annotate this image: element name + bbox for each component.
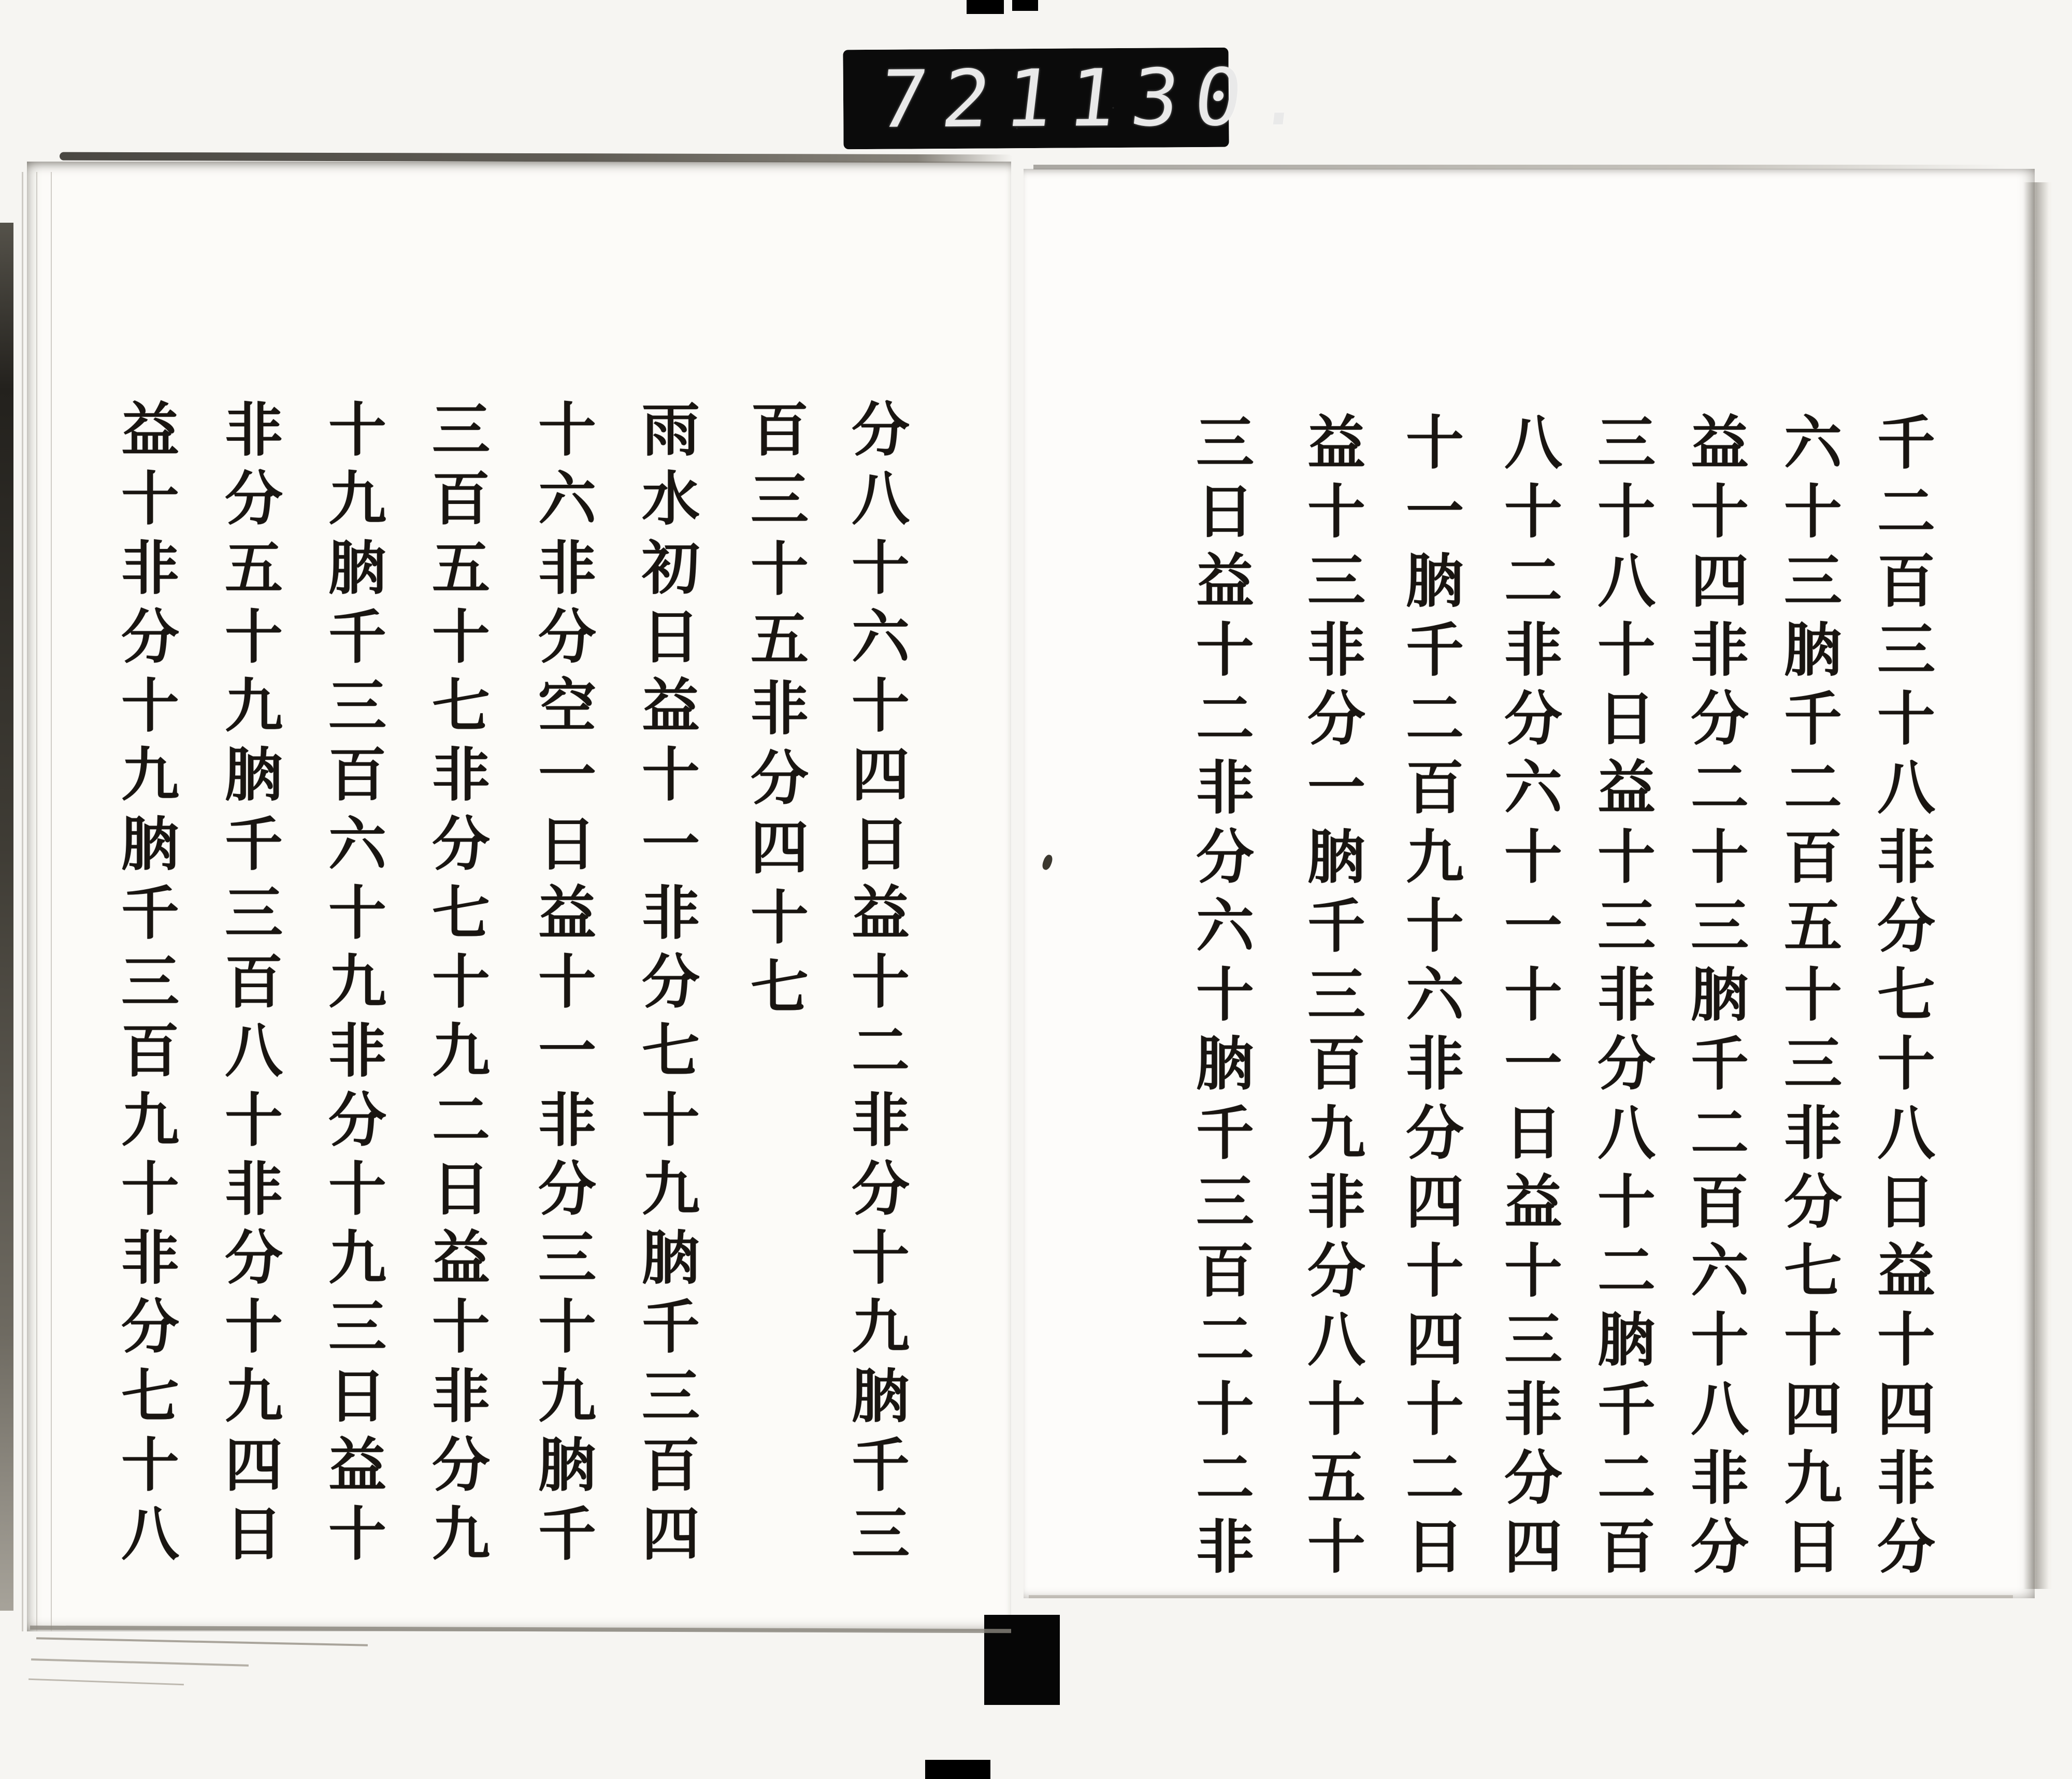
glyph: 十 [852,534,910,602]
glyph: 十 [328,879,386,947]
film-tab [1012,0,1038,11]
glyph: 非 [1196,754,1254,822]
glyph: 三 [1784,1030,1842,1098]
glyph: 分 [852,1155,910,1223]
glyph: 四 [751,814,809,882]
film-tab [967,0,1004,14]
glyph: 百 [328,741,386,809]
glyph: 分 [642,948,700,1016]
glyph: 八 [225,1017,283,1086]
glyph: 一 [1406,478,1464,546]
glyph: 九 [1307,1099,1365,1167]
glyph: 十 [538,948,596,1016]
glyph: 七 [751,953,809,1021]
glyph: 九 [328,465,386,533]
text-column [1494,409,1572,1581]
glyph: 十 [642,741,700,809]
glyph: 千 [1877,409,1935,477]
page-stack-edge [22,172,23,1631]
frame-counter-left: 721 [874,52,1074,146]
glyph: 七 [1784,1237,1842,1305]
glyph: 三 [852,1500,910,1568]
page-stack-edge [36,1637,368,1646]
glyph: 五 [432,534,490,602]
glyph: 四 [1877,1375,1935,1443]
glyph: 分 [751,744,809,813]
glyph: 四 [1691,547,1749,615]
glyph: 分 [225,1224,283,1292]
glyph: 分 [1406,1099,1464,1167]
glyph: 千 [121,879,179,947]
frame-counter-label [843,48,1326,150]
glyph: 十 [751,536,809,603]
page-stack-edge [28,1679,184,1685]
glyph: 百 [1307,1030,1365,1098]
glyph: 非 [328,1017,386,1086]
glyph: 六 [852,603,910,671]
glyph: 五 [225,534,283,602]
glyph: 一 [1504,892,1562,960]
glyph: 分 [1784,1168,1842,1236]
glyph: 益 [432,1224,490,1292]
glyph: 一 [1307,754,1365,822]
glyph: 非 [1784,1099,1842,1167]
text-column [215,396,293,1568]
glyph: 分 [1307,1237,1365,1305]
glyph: 六 [1196,892,1254,960]
glyph: 六 [538,465,596,533]
glyph: 非 [1598,961,1656,1029]
glyph: 二 [1598,1237,1656,1305]
glyph: 非 [432,1362,490,1430]
glyph: 三 [1504,1306,1562,1375]
glyph: 千 [1598,1375,1656,1443]
glyph: 千 [225,810,283,878]
glyph: 一 [538,741,596,809]
glyph: 百 [1877,547,1935,615]
glyph: 四 [225,1431,283,1499]
glyph: 二 [1196,1306,1254,1375]
glyph: 朒 [1406,547,1464,615]
glyph: 分 [1307,685,1365,753]
text-column [1588,409,1665,1581]
glyph: 日 [1877,1168,1935,1236]
glyph: 十 [1877,1306,1935,1375]
glyph: 十 [328,396,386,464]
glyph: 千 [1406,616,1464,684]
glyph: 七 [121,1362,179,1430]
text-column [1298,409,1375,1581]
glyph: 分 [1877,1513,1935,1581]
glyph: 十 [1307,478,1365,546]
glyph: 非 [1691,616,1749,684]
glyph: 四 [642,1500,700,1568]
glyph: 二 [1691,754,1749,822]
text-column [1186,409,1264,1581]
glyph: 三 [642,1362,700,1430]
glyph: 十 [1691,1306,1749,1375]
frame-counter-right: 130. [1063,51,1326,144]
glyph: 朒 [1784,616,1842,684]
glyph: 益 [1691,409,1749,477]
glyph: 日 [1196,478,1254,546]
glyph: 十 [1406,1375,1464,1443]
glyph: 十 [225,1086,283,1154]
glyph: 非 [1691,1444,1749,1512]
glyph: 百 [1406,754,1464,822]
glyph: 六 [1784,409,1842,477]
glyph: 非 [1196,1513,1254,1581]
glyph: 十 [1406,892,1464,960]
glyph: 朒 [538,1431,596,1499]
glyph: 朒 [121,810,179,878]
glyph: 朒 [852,1362,910,1430]
glyph: 百 [1598,1513,1656,1581]
glyph: 四 [1784,1375,1842,1443]
glyph: 十 [1784,478,1842,546]
glyph: 非 [538,1086,596,1154]
glyph: 益 [1598,754,1656,822]
glyph: 八 [1877,754,1935,822]
glyph: 九 [538,1362,596,1430]
glyph: 十 [1406,1237,1464,1305]
glyph: 九 [121,741,179,809]
glyph: 日 [538,810,596,878]
glyph: 十 [1784,961,1842,1029]
glyph: 日 [642,603,700,671]
glyph: 八 [1598,1099,1656,1167]
glyph: 日 [1784,1513,1842,1581]
glyph: 雨 [642,396,700,464]
glyph: 非 [538,534,596,602]
glyph: 益 [1504,1168,1562,1236]
glyph: 九 [642,1155,700,1223]
glyph: 三 [1598,892,1656,960]
glyph: 十 [1504,961,1562,1029]
glyph: 十 [1307,1375,1365,1443]
page-stack-edge [31,1658,249,1667]
glyph: 益 [538,879,596,947]
glyph: 十 [1598,1168,1656,1236]
glyph: 非 [751,675,809,743]
glyph: 二 [1877,478,1935,546]
glyph: 十 [121,672,179,740]
glyph: 百 [1784,823,1842,891]
glyph: 非 [225,396,283,464]
glyph: 十 [1196,616,1254,684]
glyph: 十 [642,1086,700,1154]
glyph: 千 [1307,892,1365,960]
glyph: 千 [1784,685,1842,753]
glyph: 二 [432,1086,490,1154]
glyph: 二 [1504,547,1562,615]
glyph: 九 [328,1224,386,1292]
glyph: 一 [1504,1030,1562,1098]
glyph: 十 [432,1293,490,1362]
glyph: 二 [1406,1444,1464,1512]
glyph: 一 [642,810,700,878]
glyph: 七 [1877,961,1935,1029]
glyph: 非 [1307,1168,1365,1236]
glyph: 十 [1196,961,1254,1029]
text-column [1867,409,1945,1581]
glyph: 九 [1406,823,1464,891]
glyph: 分 [1691,1513,1749,1581]
glyph: 一 [538,1017,596,1086]
text-column [741,396,818,1021]
glyph: 十 [852,672,910,740]
glyph: 千 [852,1431,910,1499]
glyph: 朒 [1196,1030,1254,1098]
glyph: 十 [538,1293,596,1362]
text-column [528,396,606,1568]
glyph: 十 [121,465,179,533]
glyph: 七 [642,1017,700,1086]
glyph: 三 [1196,409,1254,477]
glyph: 日 [1504,1099,1562,1167]
glyph: 水 [642,465,700,533]
glyph: 朒 [642,1224,700,1292]
glyph: 四 [1406,1306,1464,1375]
glyph: 六 [328,810,386,878]
glyph: 益 [1196,547,1254,615]
glyph: 十 [1691,823,1749,891]
glyph: 千 [1691,1030,1749,1098]
glyph: 千 [328,603,386,671]
glyph: 日 [225,1500,283,1568]
glyph: 十 [121,1431,179,1499]
glyph: 百 [225,948,283,1016]
glyph: 百 [751,396,809,464]
glyph: 分 [1598,1030,1656,1098]
glyph: 分 [538,603,596,671]
glyph: 日 [1598,685,1656,753]
glyph: 分 [328,1086,386,1154]
glyph: 十 [432,948,490,1016]
glyph: 十 [1784,1306,1842,1375]
glyph: 日 [328,1362,386,1430]
glyph: 分 [1504,685,1562,753]
glyph: 分 [1691,685,1749,753]
glyph: 三 [751,466,809,534]
glyph: 五 [1307,1444,1365,1512]
glyph: 八 [852,465,910,533]
glyph: 分 [1877,892,1935,960]
glyph: 二 [1196,685,1254,753]
glyph: 七 [432,672,490,740]
glyph: 百 [1691,1168,1749,1236]
glyph: 益 [1307,409,1365,477]
text-column [842,396,919,1568]
glyph: 十 [225,1293,283,1362]
glyph: 六 [1406,961,1464,1029]
glyph: 三 [1877,616,1935,684]
glyph: 五 [751,605,809,673]
glyph: 三 [1598,409,1656,477]
glyph: 非 [1406,1030,1464,1098]
glyph: 九 [225,1362,283,1430]
glyph: 日 [852,810,910,878]
glyph: 三 [1307,547,1365,615]
glyph: 分 [432,1431,490,1499]
glyph: 十 [852,1224,910,1292]
glyph: 二 [1784,754,1842,822]
glyph: 四 [1406,1168,1464,1236]
text-column [1774,409,1852,1581]
glyph: 非 [121,1224,179,1292]
glyph: 六 [1504,754,1562,822]
glyph: 朒 [328,534,386,602]
glyph: 九 [225,672,283,740]
glyph: 二 [1598,1444,1656,1512]
glyph: 八 [1877,1099,1935,1167]
glyph: 三 [1196,1168,1254,1236]
glyph: 益 [642,672,700,740]
glyph: 百 [121,1017,179,1086]
glyph: 非 [432,741,490,809]
glyph: 非 [1504,1375,1562,1443]
glyph: 十 [225,603,283,671]
glyph: 分 [225,465,283,533]
glyph: 八 [121,1500,179,1568]
glyph: 非 [225,1155,283,1223]
glyph: 分 [852,396,910,464]
glyph: 五 [1784,892,1842,960]
glyph: 三 [432,396,490,464]
glyph: 六 [1691,1237,1749,1305]
text-column [422,396,500,1568]
text-column [1681,409,1759,1581]
glyph: 十 [1196,1375,1254,1443]
glyph: 十 [1307,1513,1365,1581]
glyph: 分 [121,603,179,671]
glyph: 十 [852,948,910,1016]
glyph: 非 [1877,1444,1935,1512]
glyph: 八 [1598,547,1656,615]
glyph: 十 [1406,409,1464,477]
glyph: 朒 [225,741,283,809]
glyph: 十 [328,1155,386,1223]
page-edge-shadow [0,223,13,1611]
glyph: 朒 [1691,961,1749,1029]
glyph: 千 [642,1293,700,1362]
glyph: 二 [1196,1444,1254,1512]
glyph: 十 [328,1500,386,1568]
glyph: 三 [1691,892,1749,960]
glyph: 八 [1504,409,1562,477]
glyph: 朒 [1307,823,1365,891]
glyph: 三 [1784,547,1842,615]
glyph: 分 [1196,823,1254,891]
glyph: 非 [121,534,179,602]
glyph: 八 [1307,1306,1365,1375]
film-tab [925,1760,990,1779]
glyph: 八 [1691,1375,1749,1443]
text-column [319,396,396,1568]
glyph: 十 [1504,478,1562,546]
glyph: 二 [1406,685,1464,753]
glyph: 四 [852,741,910,809]
glyph: 十 [1877,1030,1935,1098]
gutter-shadow-block [984,1615,1060,1705]
glyph: 分 [538,1155,596,1223]
glyph: 十 [1877,685,1935,753]
glyph: 二 [852,1017,910,1086]
text-column [1396,409,1474,1581]
glyph: 十 [538,396,596,464]
glyph: 三 [328,1293,386,1362]
glyph: 十 [121,1155,179,1223]
glyph: 益 [852,879,910,947]
text-column [632,396,710,1568]
glyph: 九 [432,1500,490,1568]
glyph: 百 [642,1431,700,1499]
glyph: 益 [121,396,179,464]
glyph: 益 [1877,1237,1935,1305]
glyph: 日 [432,1155,490,1223]
glyph: 千 [1196,1099,1254,1167]
glyph: 非 [1504,616,1562,684]
glyph: 七 [432,879,490,947]
glyph: 分 [1504,1444,1562,1512]
glyph: 十 [1598,478,1656,546]
glyph: 十 [1504,1237,1562,1305]
glyph: 十 [751,884,809,952]
glyph: 益 [328,1431,386,1499]
glyph: 十 [1598,616,1656,684]
glyph: 非 [852,1086,910,1154]
glyph: 九 [121,1086,179,1154]
glyph: 二 [1691,1099,1749,1167]
glyph: 三 [1307,961,1365,1029]
glyph: 空 [538,672,596,740]
glyph: 四 [1504,1513,1562,1581]
glyph: 非 [1877,823,1935,891]
glyph: 非 [1307,616,1365,684]
glyph: 分 [121,1293,179,1362]
glyph: 三 [121,948,179,1016]
book-spine [1013,161,1024,1620]
glyph: 日 [1406,1513,1464,1581]
glyph: 九 [432,1017,490,1086]
glyph: 十 [1598,823,1656,891]
glyph: 九 [328,948,386,1016]
glyph: 三 [225,879,283,947]
glyph: 百 [1196,1237,1254,1305]
glyph: 三 [538,1224,596,1292]
glyph: 九 [852,1293,910,1362]
glyph: 十 [1504,823,1562,891]
glyph: 朒 [1598,1306,1656,1375]
glyph: 十 [432,603,490,671]
text-column [111,396,189,1568]
glyph: 九 [1784,1444,1842,1512]
glyph: 三 [328,672,386,740]
glyph: 非 [642,879,700,947]
glyph: 分 [432,810,490,878]
glyph: 十 [1691,478,1749,546]
glyph: 初 [642,534,700,602]
glyph: 千 [538,1500,596,1568]
glyph: 百 [432,465,490,533]
